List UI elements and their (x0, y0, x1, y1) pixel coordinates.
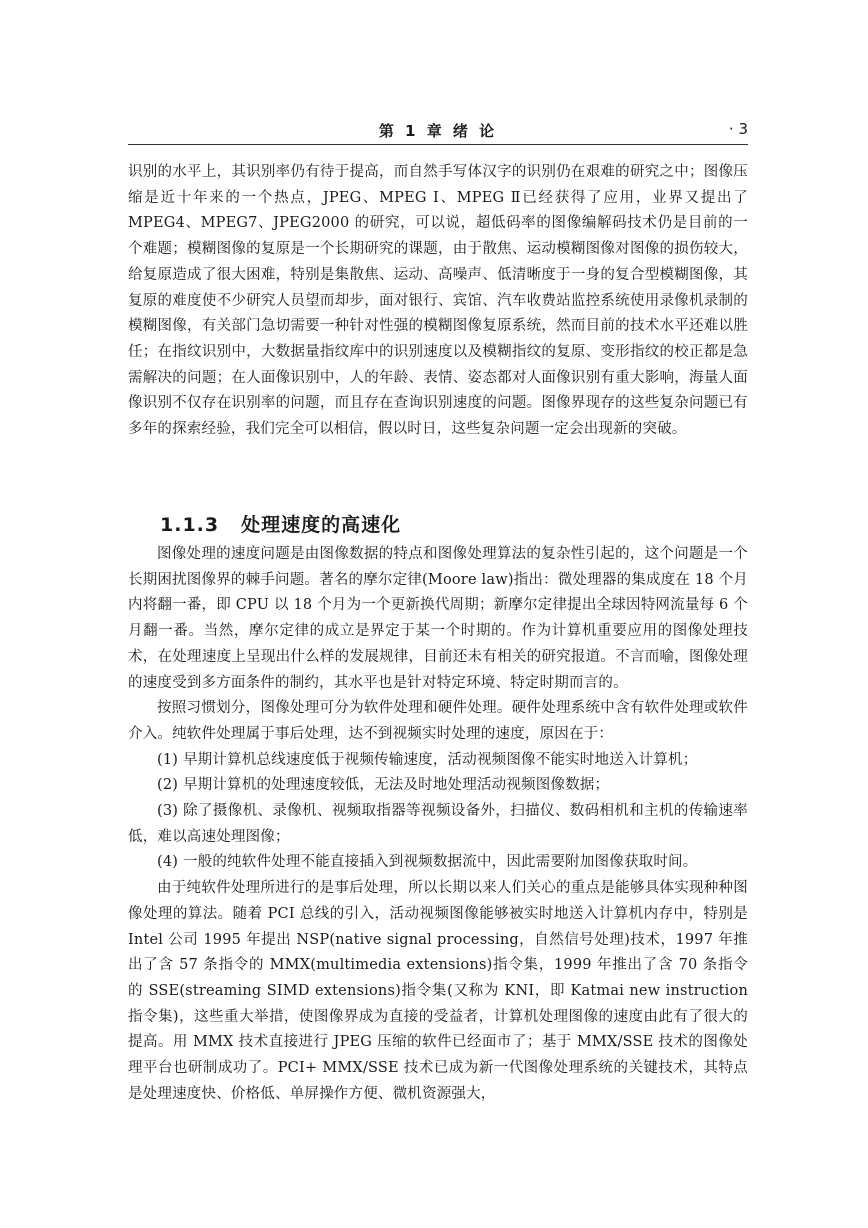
section-body (128, 542, 748, 1107)
chapter-title: 第 1 章 绪 论 (378, 122, 498, 140)
top-text-block (128, 160, 748, 443)
section-heading (160, 510, 401, 537)
paragraph: 按照习惯划分，图像处理可分为软件处理和硬件处理。硬件处理系统中含有软件处理或软件介入。纯软件处理属于事后处理，达不到视频实时处理的速度，原因在于： (128, 700, 748, 742)
paragraph-continued: 识别的水平上，其识别率仍有待于提高，而自然手写体汉字的识别仍在艰难的研究之中；图像压缩是近十年来的一个热点，JPEG、MPEG Ⅰ、MPEG Ⅱ已经获得了应用，业界又提出了 MPEG4、MPEG7、JPEG2000 的研究，可以说，超低码率的图像编解码技术仍是目前的一个难题；模糊图像的复原是一个长期研究的课题，由于散焦、运动模糊图像对图像的损伤较大，给复原造成了很大困难，特别是集散焦、运动、高噪声、低清晰度于一身的复合型模糊图像，其复原的难度使不少研究人员望而却步，面对银行、宾馆、汽车收费站监控系统使用录像机录制的模糊图像，有关部门急切需要一种针对性强的模糊图像复原系统，然而目前的技术水平还难以胜任；在指纹识别中，大数据量指纹库中的识别速度以及模糊指纹的复原、变形指纹的校正都是急需解决的问题；在人面像识别中，人的年龄、表情、姿态都对人面像识别有重大影响，海量人面像识别不仅存在识别率的问题，而且存在查询识别速度的问题。图像界现存的这些复杂问题已有多年的探索经验，我们完全可以相信，假以时日，这些复杂问题一定会出现新的突破。 (128, 164, 748, 438)
running-header (128, 120, 748, 145)
list-item: (4) 一般的纯软件处理不能直接插入到视频数据流中，因此需要附加图像获取时间。 (157, 854, 698, 871)
page-number: · 3 (728, 120, 748, 138)
section-title: 处理速度的高速化 (241, 514, 402, 536)
section-number: 1.1.3 (160, 514, 220, 536)
list-item: (1) 早期计算机总线速度低于视频传输速度，活动视频图像不能实时地送入计算机； (157, 751, 698, 768)
paragraph: 由于纯软件处理所进行的是事后处理，所以长期以来人们关心的重点是能够具体实现种种图像处理的算法。随着 PCI 总线的引入，活动视频图像能够被实时地送入计算机内存中，特别是 Intel 公司 1995 年提出 NSP(native signal processing，自然信号处理)技术，1997 年推出了含 57 条指令的 MMX(multimedia extensions)指令集，1999 年推出了含 70 条指令的 SSE(streaming SIMD extensions)指令集(又称为 KNI，即 Katmai new instruction 指令集)，这些重大举措，使图像界成为直接的受益者，计算机处理图像的速度由此有了很大的提高。用 MMX 技术直接进行 JPEG 压缩的软件已经面市了；基于 MMX/SSE 技术的图像处理平台也研制成功了。PCI+ MMX/SSE 技术已成为新一代图像处理系统的关键技术，其特点是处理速度快、价格低、单屏操作方便、微机资源强大， (128, 880, 748, 1102)
paragraph: 图像处理的速度问题是由图像数据的特点和图像处理算法的复杂性引起的，这个问题是一个长期困扰图像界的棘手问题。著名的摩尔定律(Moore law)指出：微处理器的集成度在 18 个月内将翻一番，即 CPU 以 18 个月为一个更新换代周期；新摩尔定律提出全球因特网流量每 6 个月翻一番。当然，摩尔定律的成立是界定于某一个时期的。作为计算机重要应用的图像处理技术，在处理速度上呈现出什么样的发展规律，目前还未有相关的研究报道。不言而喻，图像处理的速度受到多方面条件的制约，其水平也是针对特定环境、特定时期而言的。 (128, 546, 748, 691)
list-item: (3) 除了摄像机、录像机、视频取指器等视频设备外，扫描仪、数码相机和主机的传输速率低，难以高速处理图像； (128, 803, 748, 845)
list-item: (2) 早期计算机的处理速度较低，无法及时地处理活动视频图像数据； (157, 777, 610, 794)
